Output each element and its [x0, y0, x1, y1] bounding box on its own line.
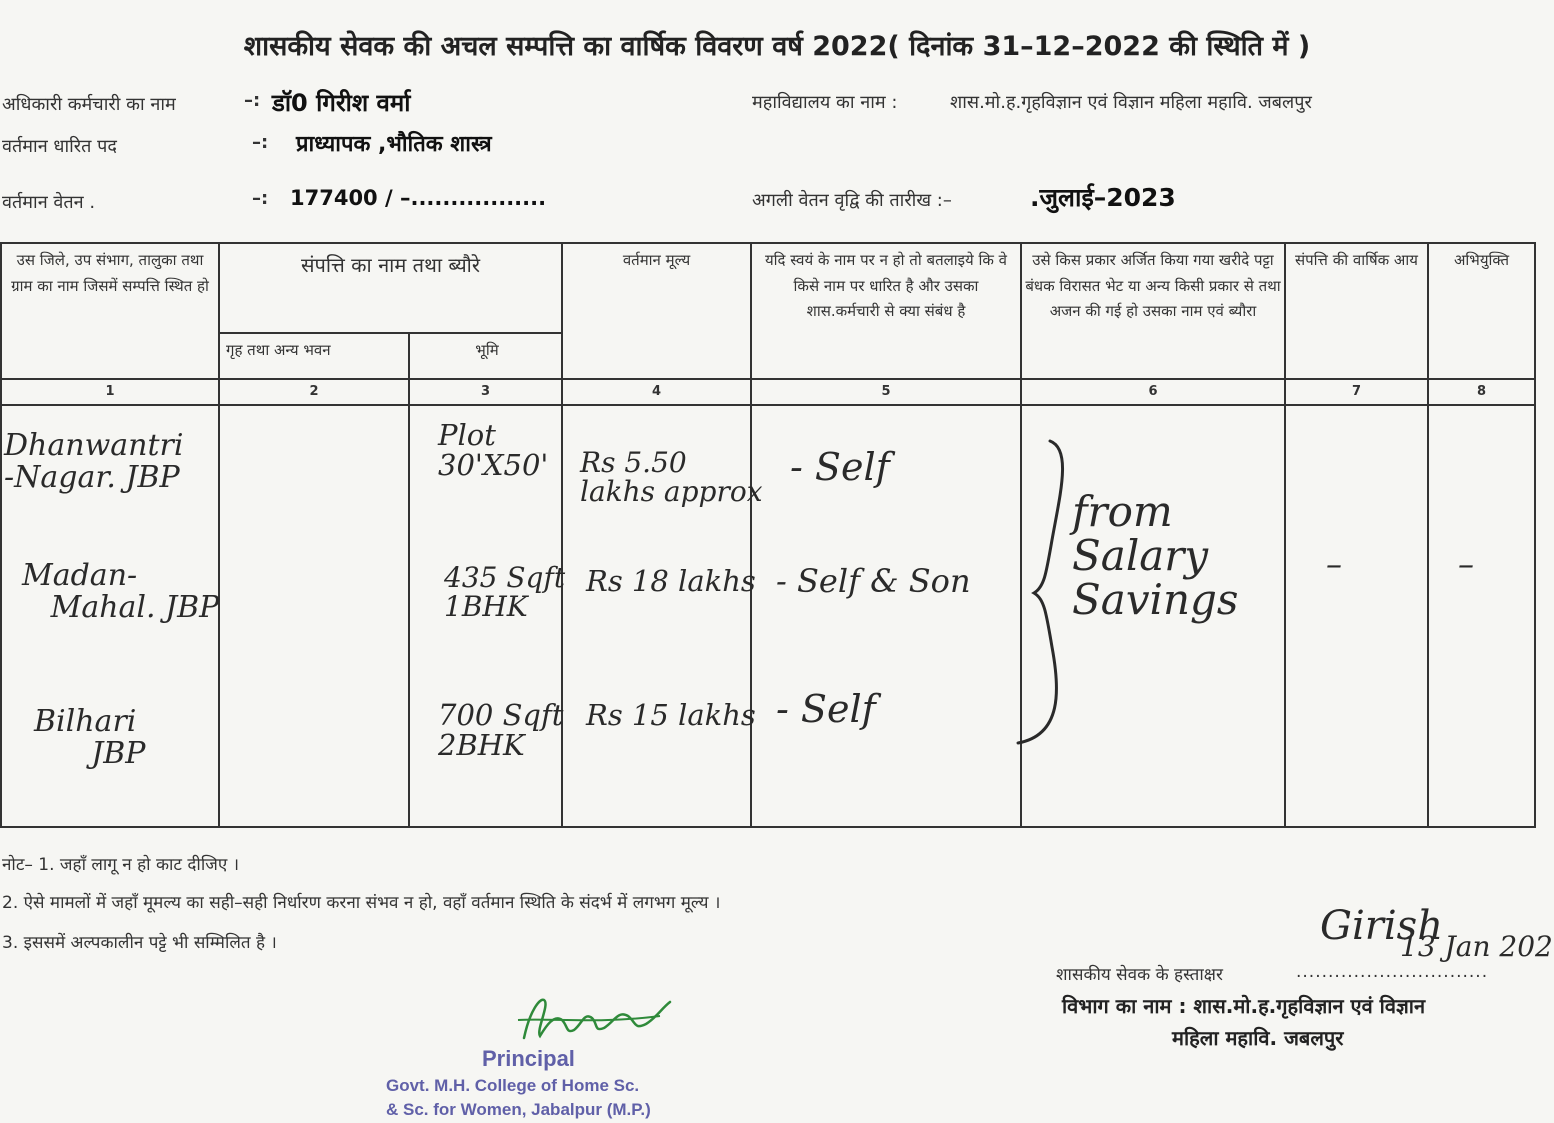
note-3: 3. इससमें अल्पकालीन पट्टे भी सम्मिलित है । [2, 933, 277, 953]
row1-holder: - Self [790, 445, 890, 489]
body-cell-remarks [1428, 405, 1535, 827]
department-line-1: विभाग का नाम : शास.मो.ह.गृहविज्ञान एवं विज्ञान [1062, 994, 1426, 1018]
curly-brace-icon [1010, 435, 1070, 750]
post-label: वर्तमान धारित पद [2, 136, 117, 157]
name-label: अधिकारी कर्मचारी का नाम [2, 94, 176, 115]
row3-location: Bilhari JBP [34, 704, 146, 771]
row1-location: Dhanwantri -Nagar. JBP [4, 428, 184, 495]
stamp-college-line: Govt. M.H. College of Home Sc. [386, 1076, 640, 1095]
employee-name: डॉ0 गिरीश वर्मा [272, 89, 411, 117]
column-number: 8 [1428, 379, 1535, 405]
post-separator: –: [252, 132, 269, 153]
header-location: उस जिले, उप संभाग, तालुका तथा ग्राम का नाम जिसमें सम्पत्ति स्थित हो [1, 243, 219, 379]
header-acquisition: उसे किस प्रकार अर्जित किया गया खरीदे पट्टा बंधक विरासत भेट या अन्य किसी प्रकार से तथा अजन की गई हो उसका नाम एवं ब्यौरा [1021, 243, 1285, 379]
department-line-2: महिला महावि. जबलपुर [1172, 1026, 1344, 1050]
college-label: महाविद्यालय का नाम : [752, 92, 898, 113]
employee-salary: 177400 / –................. [290, 186, 547, 210]
column-number: 3 [409, 379, 562, 405]
row2-location: Madan- Mahal. JBP [22, 558, 220, 625]
row2-holder: - Self & Son [776, 562, 971, 600]
stamp-principal: Principal [482, 1046, 575, 1071]
name-separator: –: [244, 90, 261, 111]
increment-label: अगली वेतन वृद्वि की तारीख :– [752, 190, 952, 211]
increment-date: .जुलाई–2023 [1030, 183, 1176, 212]
salary-label: वर्तमान वेतन . [2, 192, 96, 213]
acquisition-source: from Salary Savings [1072, 487, 1239, 625]
signature-date: 13 Jan 202 [1400, 930, 1553, 963]
header-annual-income: संपत्ति की वार्षिक आय [1285, 243, 1428, 379]
signature-handwritten: Girish [1320, 903, 1443, 949]
header-holder: यदि स्वयं के नाम पर न हो तो बतलाइये कि वे किसे नाम पर धारित है और उसका शास.कर्मचारी से क्या संबंध है [751, 243, 1021, 379]
header-remarks: अभियुक्ति [1428, 243, 1535, 379]
form-title: शासकीय सेवक की अचल सम्पत्ति का वार्षिक विवरण वर्ष 2022( दिनांक 31–12–2022 की स्थिति में ) [243, 31, 1311, 62]
row1-value: Rs 5.50 lakhs approx [580, 446, 763, 509]
note-2: 2. ऐसे मामलों में जहाँ मूमल्य का सही–सही निर्धारण करना संभव न हो, वहाँ वर्तमान स्थिति के संदर्भ में लगभग मूल्य । [2, 893, 721, 913]
college-name: शास.मो.ह.गृहविज्ञान एवं विज्ञान महिला महावि. जबलपुर [950, 92, 1312, 113]
column-number: 6 [1021, 379, 1285, 405]
body-cell-buildings [219, 405, 409, 827]
stamp-address-line: & Sc. for Women, Jabalpur (M.P.) [386, 1100, 651, 1119]
column-number: 1 [1, 379, 219, 405]
row2-value: Rs 18 lakhs [586, 564, 756, 598]
row3-value: Rs 15 lakhs [586, 698, 756, 732]
row1-land: Plot 30'X50' [438, 418, 549, 483]
row3-holder: - Self [776, 687, 876, 731]
signature-label: शासकीय सेवक के हस्ताक्षर [1056, 965, 1223, 985]
principal-signature-icon [510, 990, 680, 1050]
body-cell-income [1285, 405, 1428, 827]
note-1: नोट– 1. जहाँ लागू न हो काट दीजिए । [2, 855, 240, 875]
header-buildings: गृह तथा अन्य भवन [219, 333, 409, 379]
column-number: 4 [562, 379, 751, 405]
employee-post: प्राध्यापक ,भौतिक शास्त्र [296, 132, 492, 157]
row2-land: 435 Sqft 1BHK [444, 561, 566, 624]
remarks-value: – [1458, 545, 1474, 583]
signature-line: .............................. [1296, 962, 1489, 982]
column-number: 7 [1285, 379, 1428, 405]
column-number: 2 [219, 379, 409, 405]
salary-separator: –: [252, 188, 269, 209]
header-land: भूमि [409, 333, 562, 379]
annual-income-value: – [1326, 545, 1342, 583]
property-table [0, 242, 1536, 828]
column-number: 5 [751, 379, 1021, 405]
header-property-details: संपत्ति का नाम तथा ब्यौरे [219, 243, 562, 333]
row3-land: 700 Sqft 2BHK [438, 698, 564, 763]
header-current-value: वर्तमान मूल्य [562, 243, 751, 379]
